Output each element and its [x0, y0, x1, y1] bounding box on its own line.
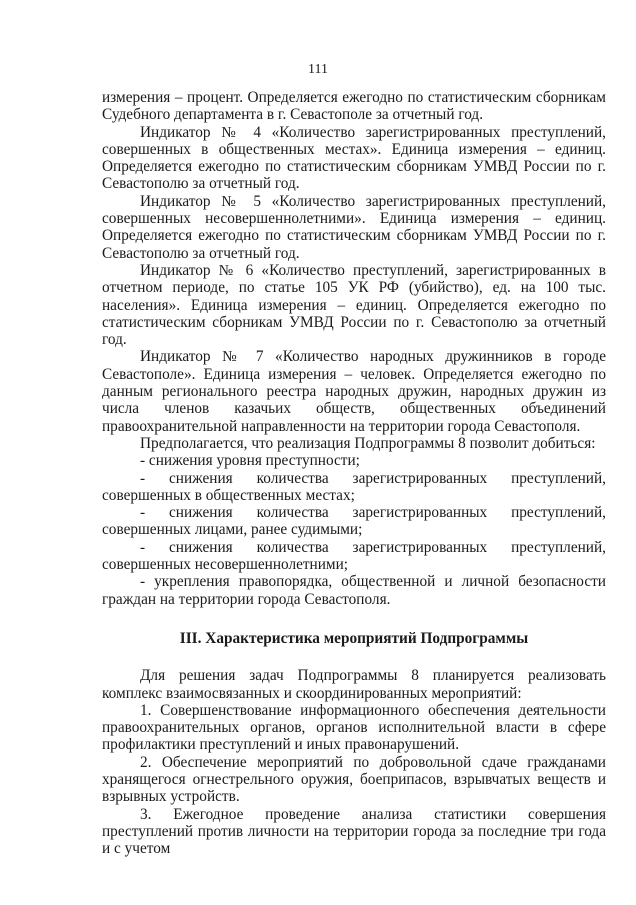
- paragraph-expected-intro: Предполагается, что реализация Подпрограммы 8 позволит добиться:: [140, 434, 596, 452]
- paragraph-measure-3: 3. Ежегодное проведение анализа статистики совершения преступлений против личности на территории города за последние три года и с учетом: [102, 805, 606, 858]
- paragraph-indicator-4: Индикатор № 4 «Количество зарегистрированных преступлений, совершенных в общественных местах». Единица измерения – единиц. Определяется ежегодно по статистическим сборникам УМВД России по г. Севастополю за отчетный год.: [102, 123, 606, 193]
- list-item: - снижения уровня преступности;: [140, 452, 360, 470]
- paragraph-indicator-6: Индикатор № 6 «Количество преступлений, зарегистрированных в отчетном периоде, по статье 105 УК РФ (убийство), ед. на 100 тыс. населения». Единица измерения – единиц. Определяется ежегодно по статистическим сборникам УМВД России по г. Севастополю за отчетный год.: [102, 261, 606, 349]
- list-item: - снижения количества зарегистрированных преступлений, совершенных лицами, ранее судимыми;: [102, 504, 606, 539]
- paragraph-measure-1: 1. Совершенствование информационного обеспечения деятельности правоохранительных органов, органов исполнительной власти в сфере профилактики преступлений и иных правонарушений.: [102, 701, 606, 754]
- document-body: [102, 89, 606, 857]
- section-heading: III. Характеристика мероприятий Подпрограммы: [179, 629, 529, 647]
- paragraph-continuation: измерения – процент. Определяется ежегодно по статистическим сборникам Судебного департамента в г. Севастополе за отчетный год.: [102, 89, 606, 124]
- list-item: - снижения количества зарегистрированных преступлений, совершенных в общественных местах;: [102, 469, 606, 504]
- paragraph-indicator-7: Индикатор № 7 «Количество народных дружинников в городе Севастополе». Единица измерения – человек. Определяется ежегодно по данным регионального реестра народных дружин, народных дружин из числа членов казачьих обществ, общественных объединений правоохранительной направленности на территории города Севастополя.: [102, 348, 606, 435]
- paragraph-measure-2: 2. Обеспечение мероприятий по добровольной сдаче гражданами хранящегося огнестрельного оружия, боеприпасов, взрывчатых веществ и взрывных устройств.: [102, 753, 606, 806]
- paragraph-measures-intro: Для решения задач Подпрограммы 8 планируется реализовать комплекс взаимосвязанных и скоординированных мероприятий:: [102, 667, 606, 702]
- page-number: 111: [308, 62, 328, 77]
- list-item: - укрепления правопорядка, общественной и личной безопасности граждан на территории города Севастополя.: [102, 573, 606, 608]
- paragraph-indicator-5: Индикатор № 5 «Количество зарегистрированных преступлений, совершенных несовершеннолетними». Единица измерения – единиц. Определяется ежегодно по статистическим сборникам УМВД России по г. Севастополю за отчетный год.: [102, 192, 606, 262]
- list-item: - снижения количества зарегистрированных преступлений, совершенных несовершеннолетними;: [102, 538, 606, 574]
